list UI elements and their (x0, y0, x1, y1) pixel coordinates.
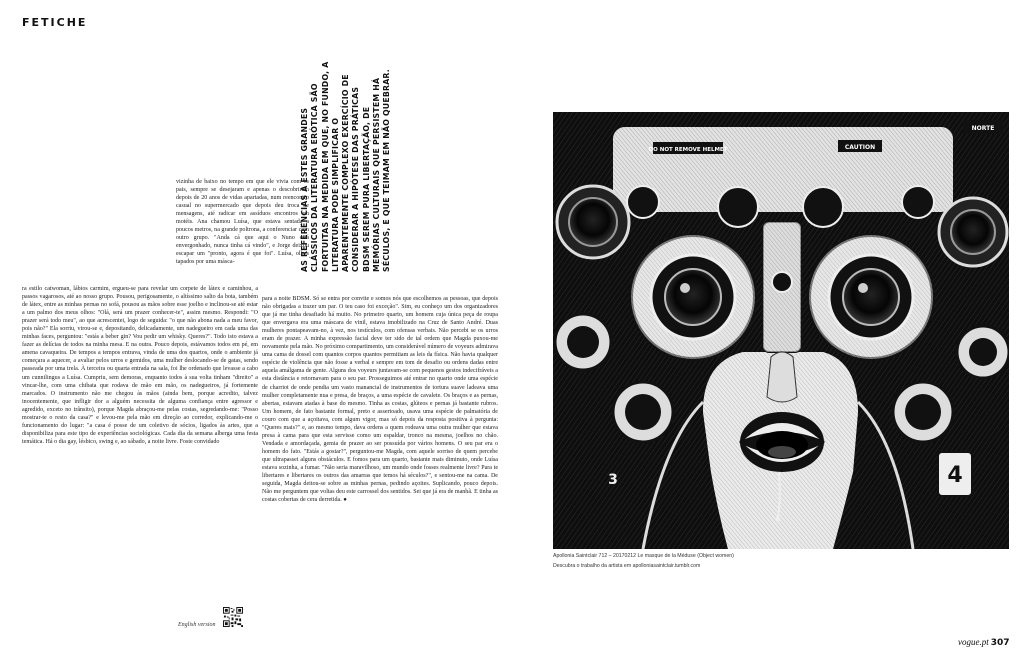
dial-number-4: 4 (947, 463, 963, 488)
body-column-left (22, 285, 258, 446)
body-paragraph: ra estilo catwoman, lábios carmim, ergueu-se para revelar um corpete de látex e caminhou, a passos vagarosos, até ao nosso grupo. Pousou, perigosamente, o altíssimo salto da bota, também de látex, entre as minhas pernas no sofá, pousou as mãos sobre esse joelho e inclinou-se até estar a um palmo dos meus olhos: "Olá, será um prazer conhecer-te", assim mesmo. Respondi: "O prazer será todo meu", ao que acrescentei, logo de seguida: "o que não abona nada a meu favor, pois não?" Ela sorriu, virou-se e, depositando, delicadamente, um nadegueiro em cada uma das minhas faces, perguntou: "estás a beber gin? Vou pedir um whisky. Queres?". Todo isto estava a fazer as delícias de todos na minha mesa. E na outra. Pouco depois, estávamos todos em pé, em amena cavaqueira. De tempos a tempos entrava, vinda de uma dos quartos, onde o ambiente já começara a aquecer, a avaliar pelos urros e gemidos, uma mulher deslocando-se de gatas, sendo passeada por uma trela. À terceira ou quarta entrada na sala, foi lhe ordenado que levasse a cabo um cunnilingus a Luísa. Cumpriu, sem demoras, enquanto todos à sua volta tinham "direito" a vincar-lhe, com uma chibata que rodava de mão em mão, os nadegueiros, já fortemente marcados. O instrumento não me chegou às mãos (ainda bem, porque acredito, talvez inocentemente, que infligir dor a alguém necessita de alguma confiança entre agressor e agredido, exceto no trânsito), porque Magda abraçou-me pelas costas, segredando-me: "Posso mostrar-te o resto da casa?" e levou-me pela mão em direção ao corredor, explicando-me o funcionamento do lugar: "a casa é posse de um coletivo de sócios, ligados às artes, que a disponibiliza para este tipo de experiências sociológicas. Cada dia da semana alberga uma festa temática. Há o dia gay, lésbico, swing e, ao sábado, a noite livre. Foste convidado (22, 286, 258, 445)
pullquote: AS REFERÊNCIAS A ESTES GRANDES CLÁSSICOS DA LITERATURA ERÓTICA SÃO FORTUITAS NA MEDIDA EM QUE, NO FUNDO, A LITERATURA PODE SIMPLIFICAR O APARENTEMENTE COMPLEXO EXERCÍCIO DE CONSIDERAR A HIPÓTESE DAS PRÁTICAS BDSM SEREM PURA LIBERTAÇÃO, DE MEMÓRIAS CULTURAIS QUE PERSISTEM HÁ SÉCULOS, E QUE TEIMAM EM NÃO QUEBRAR. (300, 61, 392, 272)
artwork-illustration (553, 112, 1009, 549)
body-column-narrow (176, 178, 309, 267)
body-column-right (262, 295, 498, 504)
english-version-label: English version (178, 622, 216, 628)
sign-norte: NORTE (971, 125, 995, 132)
qr-code-icon[interactable] (223, 607, 243, 627)
sign-caution: CAUTION (844, 144, 876, 151)
page-folio (958, 637, 1010, 648)
page-number: 307 (990, 638, 1010, 648)
section-label: FETICHE (22, 16, 88, 29)
body-paragraph: vizinha de baixo no tempo em que ele vivia com os pais, sempre se desejaram e apenas o descobriram depois de 20 anos de vidas apartadas, num reencontro casual no supermercado que depois deu troca de mensagens, até radicar em assíduos encontros em motéis. Ana chamou Luísa, que estava sentada a poucos metros, na grande poltrona, a conferenciar com outro grupo. "Anda cá que aqui o Nuno está envergonhado, nunca tinha cá vindo", e Jorge deixou escapar um "pronto, agora é que foi". Luísa, olhos tapados por uma másca- (176, 179, 309, 266)
publication-name: vogue.pt (958, 637, 989, 647)
sign-do-not-remove: DO NOT REMOVE HELMET (648, 147, 728, 153)
photo-caption: Apollonia Saintclair 712 – 20170212 Le masque de la Méduse (Object women) (553, 553, 734, 559)
pullquote-container (300, 60, 430, 275)
dial-number-3: 3 (608, 472, 618, 488)
photo-credit-link[interactable]: Descubra o trabalho da artista em apolloniasaintclair.tumblr.com (553, 563, 701, 569)
body-paragraph: para a noite BDSM. Só se entra por convite e somos nós que escolhemos as pessoas, que depois não obrigadas a trazer um par. O teu caso foi exceção". Sim, eu conheço um dos organizadores que já me tinha desafiado há muito. No primeiro quarto, um homem cuja única peça de roupa que envergava era uma máscara de vinil, estava imobilizado na Cruz de Santo André. Duas mulheres pontapeavam-no, à vez, nos testículos, com ofensas verbais. Não percebi se os urros eram de prazer. A minha expressão facial deve ter sido de tal ordem que Magda puxou-me novamente pela mão. No próximo compartimento, um considerável número de voyeurs admirava uma cama de dossel com quantos corpos quantos permitiam as leis da física. Não havia qualquer espécie de violência que não fosse a verbal e sempre em tom de desafio ou ordens dadas entre aquela amálgama de gente. Alguns dos voyeurs juntavam-se com pequenos gestos indecifráveis a esta distância e retornavam para o seu par. Prosseguimos até entrar no quarto onde uma espécie de charriot de onde pendia um vasto manancial de instrumentos de tortura suave ladeava uma mulher completamente nua e presa, de braços, a uma espécie de cavalete. Os braços e as pernas, abertas, estavam atadas à base do mesmo. Tinha as costas, glúteos e pernas já bastante rubros. Um homem, de fato bastante formal, preto e assertoado, usava uma espécie de palmatória de couro com que a açoitava, com algum vigor, mas só depois da resposta positiva à pergunta: "Queres mais?" e, ao mesmo tempo, dava ordens a quem rodeava uma outra mulher que estava presa à cama para que esta servisse como um espaldar, tronco na mesma, joelhos no chão. Vendada e amordaçada, gemia de prazer ao ser possuída por vários homens. O seu par era o homem do fato. "Estás a gostar?", perguntou-me Magda, com aquele sorriso de quem percebe que ultrapassei alguns obstáculos. E fomos para um quarto, bastante mais diminuto, onde Luísa estava sozinha, a fumar. "Não seria maravilhoso, um mundo onde fosses realmente livre? Para te libertares e libertares os outros das amarras que temos há séculos?", e sentou-me na cama. De seguida, Magda deitou-se sobre as minhas pernas, pedindo açoites. Suplicando, pouco depois. Não me perguntem que voltas deu este carrossel dos sentidos. Sei que já era de manhã. E tinha as costas cobertas de cera derretida. ● (262, 296, 498, 504)
